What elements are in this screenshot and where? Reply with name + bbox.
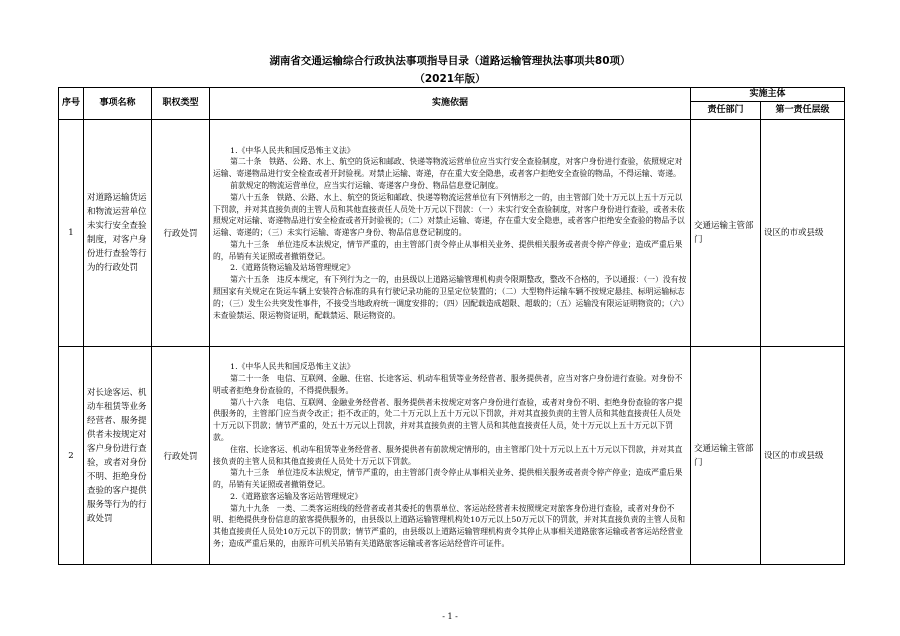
basis-paragraph: 前款规定的物流运营单位，应当实行运输、寄递客户身份、物品信息登记制度。 bbox=[230, 180, 504, 190]
header-level: 第一责任层级 bbox=[761, 102, 845, 120]
header-basis: 实施依据 bbox=[210, 88, 691, 120]
header-subject: 实施主体 bbox=[691, 88, 845, 102]
catalog-table bbox=[58, 87, 845, 565]
basis-paragraph: 住宿、长途客运、机动车租赁等业务经营者、服务提供者有前款规定情形的，由主管部门处十万元以上五十万元以下罚款，并对其直接负责的主管人员和其他直接责任人员处十万元以下罚款。 bbox=[213, 444, 683, 466]
row-basis bbox=[210, 347, 691, 565]
basis-paragraph: 第二十一条 电信、互联网、金融、住宿、长途客运、机动车租赁等业务经营者、服务提供者，应当对客户身份进行查验。对身份不明或者拒绝身份查验的，不得提供服务。 bbox=[213, 373, 683, 395]
row-basis bbox=[210, 120, 691, 347]
basis-paragraph: 第九十九条 一类、二类客运班线的经营者或者其委托的售票单位、客运站经营者未按照规定对旅客身份进行查验，或者对身份不明、拒绝提供身份信息的旅客提供服务的，由县级以上道路运输管理机构处10万元以上50万元以下的罚款，并对其直接负责的主管人员和其他直接责任人员处10万元以下的罚款；情节严重的，由县级以上道路运输管理机构责令其停止从事相关道路旅客运输或者客运站经营业务；造成严重后果的，由原许可机关吊销有关道路旅客运输或者客运站经营许可证件。 bbox=[213, 503, 686, 549]
row-type: 行政处罚 bbox=[152, 347, 210, 565]
basis-paragraph: 第九十三条 单位违反本法规定，情节严重的，由主管部门责令停止从事相关业务、提供相关服务或者责令停产停业；造成严重后果的，吊销有关证照或者撤销登记。 bbox=[213, 468, 683, 490]
row-dept: 交通运输主管部门 bbox=[691, 120, 761, 347]
basis-paragraph: 1.《中华人民共和国反恐怖主义法》 bbox=[230, 362, 355, 372]
table-row bbox=[59, 120, 845, 347]
basis-paragraph: 第八十五条 铁路、公路、水上、航空的货运和邮政、快递等物流运营单位有下列情形之一的，由主管部门处十万元以上五十万元以下罚款，并对其直接负责的主管人员和其他直接责任人员处十万元以下罚款：（一）未实行安全查验制度，对客户身份进行查验，或者未依照规定对运输、寄递物品进行安全检查或者开封验视的；（二）对禁止运输、寄递，存在重大安全隐患，或者客户拒绝安全查验的物品予以运输、寄递的；（三）未实行运输、寄递客户身份、物品信息登记制度的。 bbox=[213, 192, 685, 238]
page-number: - 1 - bbox=[442, 612, 458, 621]
row-name: 对道路运输货运和物流运营单位未实行安全查验制度，对客户身份进行查验等行为的行政处罚 bbox=[84, 120, 152, 347]
document-title: 湖南省交通运输综合行政执法事项指导目录（道路运输管理执法事项共80项） bbox=[269, 55, 631, 67]
table-header-row bbox=[59, 88, 845, 102]
row-dept: 交通运输主管部门 bbox=[691, 347, 761, 565]
row-seq: 2 bbox=[59, 347, 84, 565]
header-name: 事项名称 bbox=[84, 88, 152, 120]
header-type: 职权类型 bbox=[152, 88, 210, 120]
row-seq: 1 bbox=[59, 120, 84, 347]
header-dept: 责任部门 bbox=[691, 102, 761, 120]
row-level: 设区的市或县级 bbox=[761, 120, 845, 347]
document-subtitle: （2021年版） bbox=[414, 73, 486, 85]
row-type: 行政处罚 bbox=[152, 120, 210, 347]
row-level: 设区的市或县级 bbox=[761, 347, 845, 565]
row-name: 对长途客运、机动车租赁等业务经营者、服务提供者未按规定对客户身份进行查验，或者对身份不明、拒绝身份查验的客户提供服务等行为的行政处罚 bbox=[84, 347, 152, 565]
basis-paragraph: 1.《中华人民共和国反恐怖主义法》 bbox=[230, 145, 355, 155]
basis-paragraph: 第九十三条 单位违反本法规定，情节严重的，由主管部门责令停止从事相关业务、提供相关服务或者责令停产停业；造成严重后果的，吊销有关证照或者撤销登记。 bbox=[213, 239, 683, 261]
header-seq: 序号 bbox=[59, 88, 84, 120]
basis-paragraph: 2.《道路货物运输及站场管理规定》 bbox=[230, 263, 355, 273]
table-row bbox=[59, 347, 845, 565]
basis-paragraph: 第六十五条 违反本规定，有下列行为之一的，由县级以上道路运输管理机构责令限期整改，整改不合格的，予以通报：（一）没有按照国家有关规定在货运车辆上安装符合标准的具有行驶记录功能的卫星定位装置的；（二）大型物件运输车辆不按规定悬挂、标明运输标志的；（三）发生公共突发性事件，不接受当地政府统一调度安排的；（四）因配载造成超限、超载的；（五）运输没有限运证明物资的；（六）未查验禁运、限运物资证明，配载禁运、限运物资的。 bbox=[213, 275, 687, 320]
basis-paragraph: 2.《道路旅客运输及客运站管理规定》 bbox=[230, 491, 363, 501]
basis-paragraph: 第二十条 铁路、公路、水上、航空的货运和邮政、快递等物流运营单位应当实行安全查验制度，对客户身份进行查验，依照规定对运输、寄递物品进行安全检查或者开封验视。对禁止运输、寄递，存在重大安全隐患，或者客户拒绝安全查验的物品，不得运输、寄递。 bbox=[213, 157, 683, 179]
basis-paragraph: 第八十六条 电信、互联网、金融业务经营者、服务提供者未按规定对客户身份进行查验，或者对身份不明、拒绝身份查验的客户提供服务的，主管部门应当责令改正；拒不改正的，处二十万元以上五十万元以下罚款，并对其直接负责的主管人员和其他直接责任人员处十万元以下罚款；情节严重的，处五十万元以上罚款，并对其直接负责的主管人员和其他直接责任人员，处十万元以上五十万元以下罚款。 bbox=[213, 397, 683, 442]
